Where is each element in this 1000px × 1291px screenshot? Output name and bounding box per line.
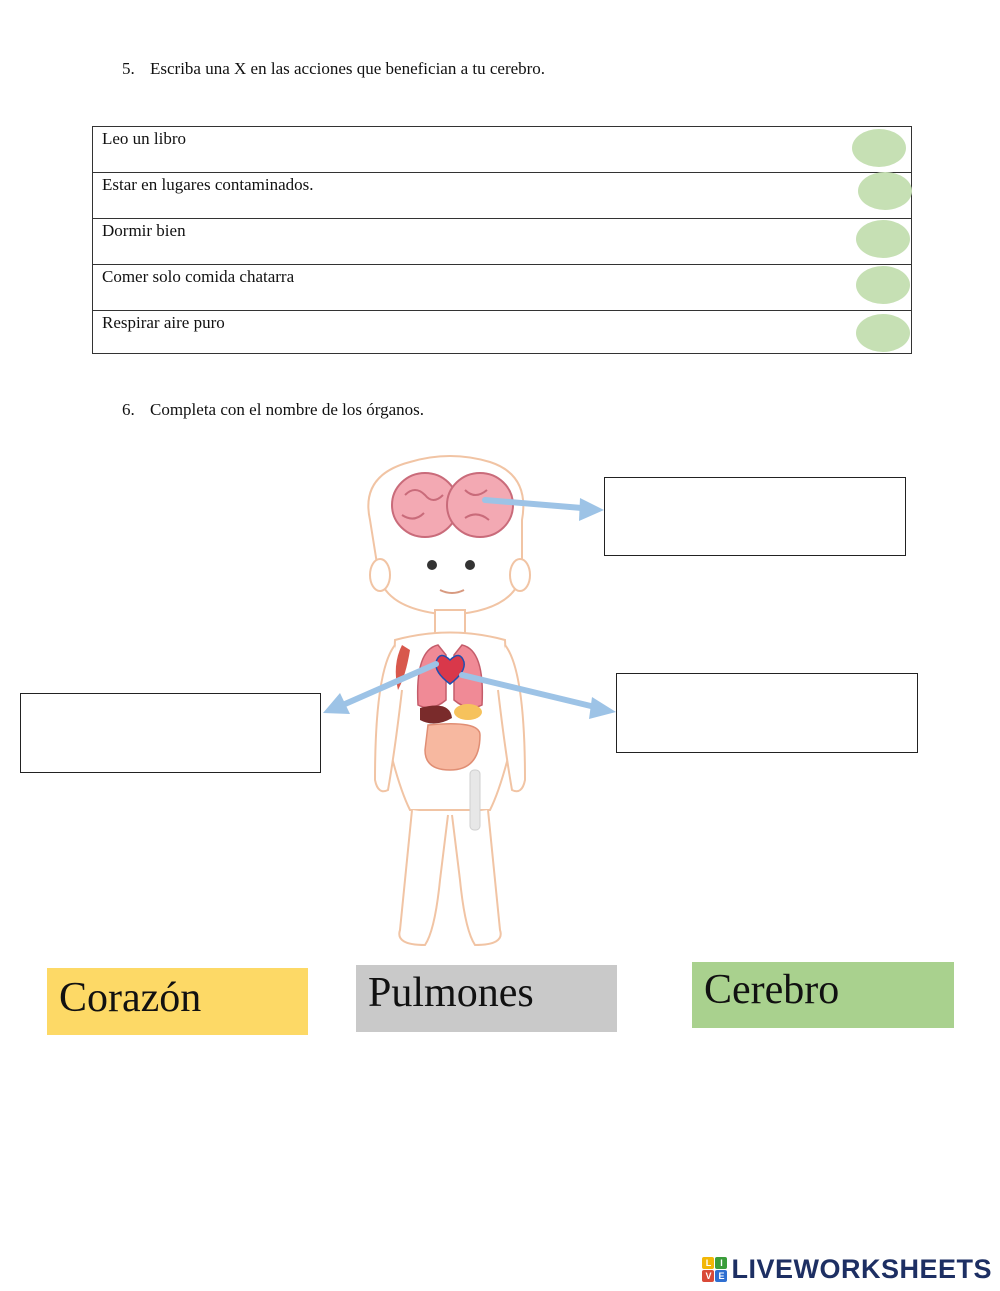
answer-box-lungs[interactable]	[20, 693, 321, 773]
row-label: Estar en lugares contaminados.	[102, 175, 314, 194]
arrow-brain	[485, 500, 582, 508]
arrow-head	[579, 498, 604, 521]
arrow-head	[589, 697, 616, 719]
row-label: Comer solo comida chatarra	[102, 267, 295, 286]
chip-label: Cerebro	[704, 967, 840, 1013]
question-text: Completa con el nombre de los órganos.	[150, 400, 424, 419]
question-number: 5.	[122, 59, 135, 78]
arrow-lungs	[345, 664, 436, 704]
question-number: 6.	[122, 400, 135, 419]
word-chip-cerebro[interactable]	[692, 962, 954, 1028]
liveworksheets-logo	[702, 1253, 992, 1285]
chip-label: Pulmones	[368, 970, 534, 1016]
word-chip-pulmones[interactable]	[356, 965, 617, 1032]
answer-box-heart[interactable]	[616, 673, 918, 753]
logo-mark-icon: L I V E	[702, 1257, 727, 1282]
chip-label: Corazón	[59, 975, 202, 1021]
row-label: Dormir bien	[102, 221, 186, 240]
logo-text: LIVEWORKSHEETS	[731, 1253, 992, 1284]
question-text: Escriba una X en las acciones que benefician a tu cerebro.	[150, 59, 546, 78]
word-chip-corazon[interactable]	[47, 968, 308, 1035]
row-label: Leo un libro	[102, 129, 187, 148]
answer-box-brain[interactable]	[604, 477, 906, 556]
row-label: Respirar aire puro	[102, 313, 225, 332]
arrow-heart	[462, 675, 595, 707]
